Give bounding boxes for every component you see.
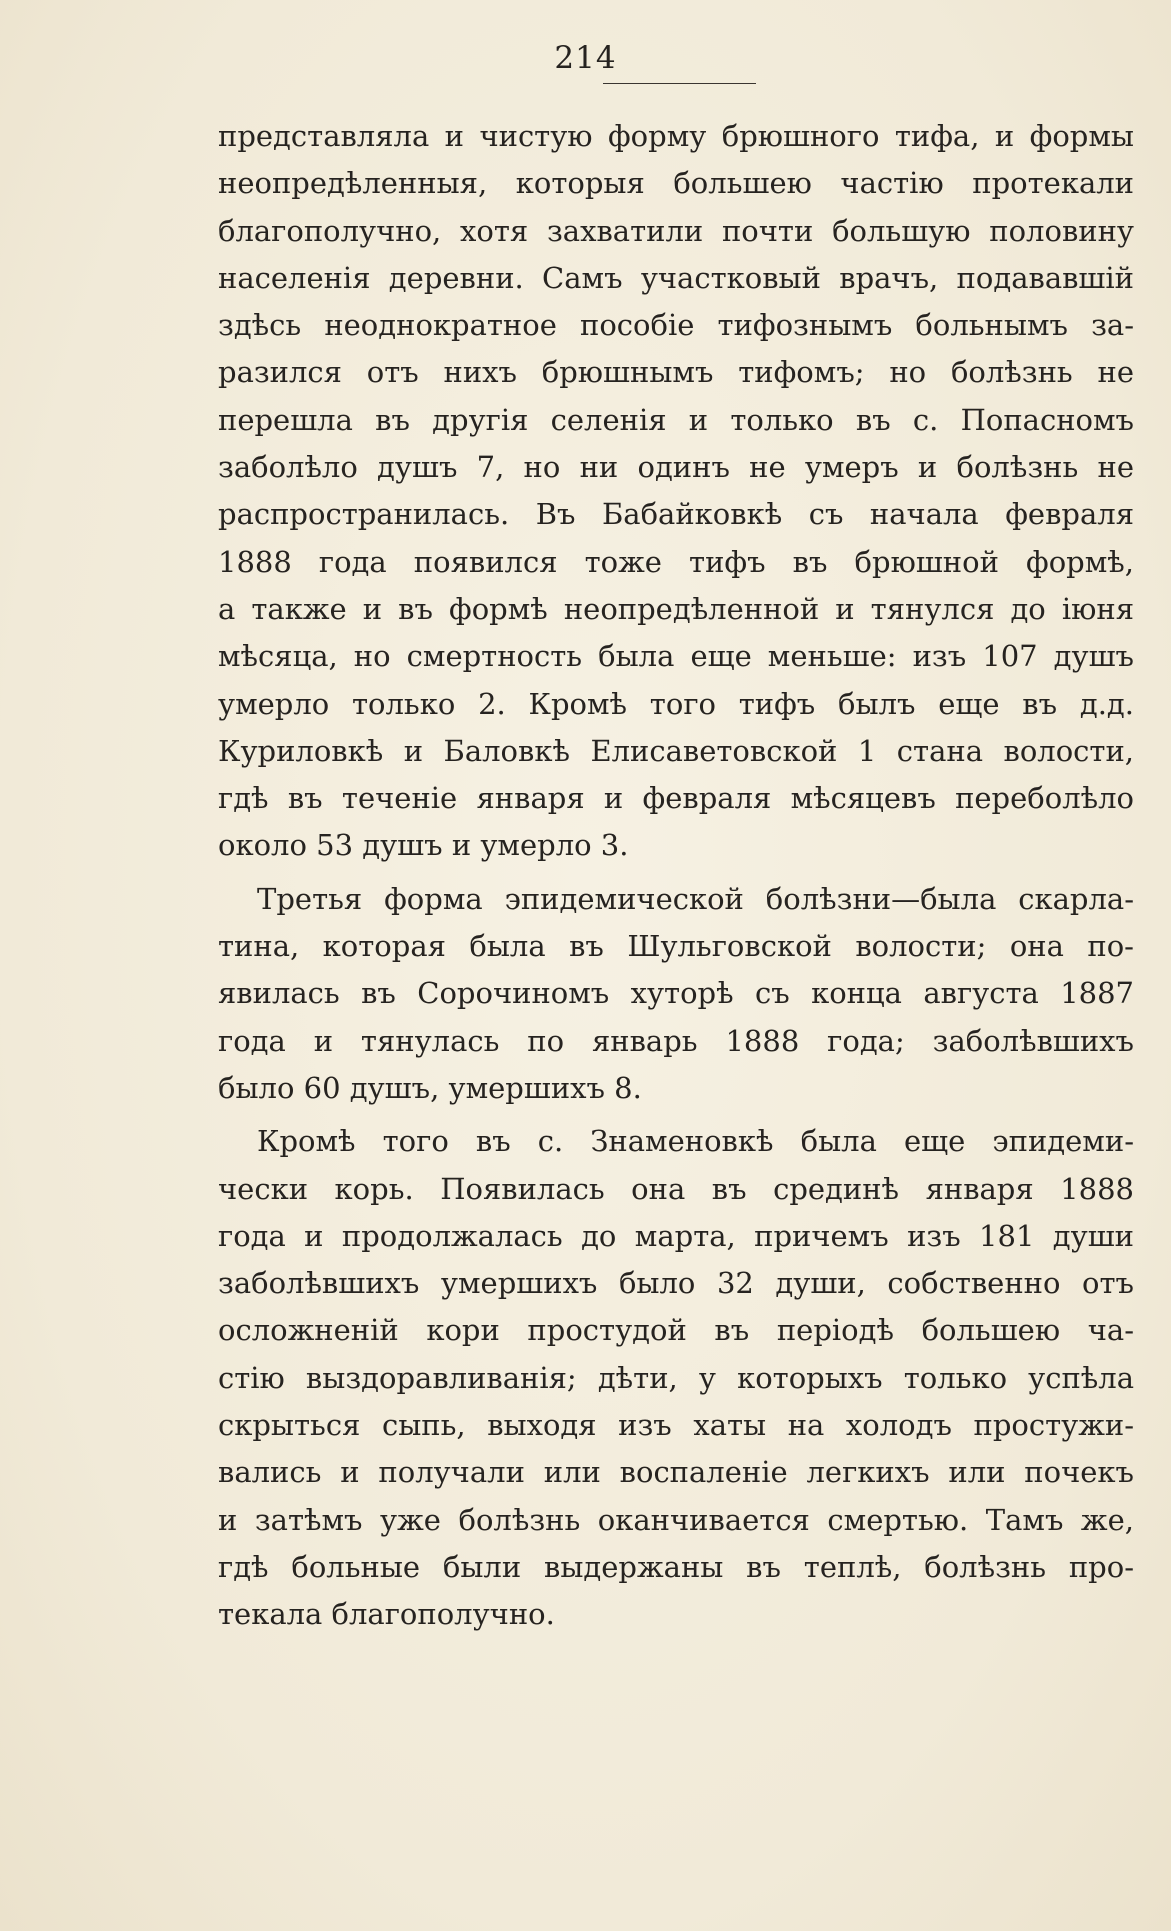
text-line: вались и получали или воспаленіе легкихъ или почекъ: [218, 1455, 1134, 1490]
text-line: и затѣмъ уже болѣзнь оканчивается смертью. Тамъ же,: [218, 1502, 1134, 1537]
paragraph-1: [218, 113, 1134, 870]
text-line: разился отъ нихъ брюшнымъ тифомъ; но болѣзнь не: [218, 355, 1134, 390]
paragraph-2: [218, 876, 1134, 1112]
text-line: года и тянулась по январь 1888 года; заболѣвшихъ: [218, 1023, 1134, 1058]
text-line: представляла и чистую форму брюшного тифа, и формы: [218, 119, 1134, 153]
text-line: года и продолжалась до марта, причемъ изъ 181 души: [218, 1218, 1134, 1253]
text-line: гдѣ больные были выдержаны въ теплѣ, болѣзнь про-: [218, 1549, 1134, 1584]
text-line: тина, которая была въ Шульговской волости; она по-: [218, 929, 1134, 964]
text-line: Третья форма эпидемической болѣзни—была скарла-: [257, 881, 1134, 916]
text-line: Кромѣ того въ с. Знаменовкѣ была еще эпидеми-: [257, 1124, 1134, 1159]
page-number: 214: [554, 40, 617, 76]
text-line: текала благополучно.: [218, 1597, 555, 1632]
text-line: распространилась. Въ Бабайковкѣ съ начала февраля: [218, 497, 1134, 532]
header-rule: [603, 83, 756, 84]
text-line: умерло только 2. Кромѣ того тифъ былъ еще въ д.д.: [218, 686, 1134, 721]
text-line: явилась въ Сорочиномъ хуторѣ съ конца августа 1887: [218, 976, 1134, 1011]
text-line: около 53 душъ и умерло 3.: [218, 828, 629, 863]
text-line: перешла въ другія селенія и только въ с. Попасномъ: [218, 402, 1134, 437]
text-line: стію выздоравливанія; дѣти, у которыхъ только успѣла: [218, 1360, 1134, 1395]
text-line: 1888 года появился тоже тифъ въ брюшной формѣ,: [218, 544, 1134, 579]
text-line: чески корь. Появилась она въ срединѣ января 1888: [218, 1171, 1134, 1206]
text-line: благополучно, хотя захватили почти большую половину: [218, 213, 1134, 248]
text-line: осложненій кори простудой въ періодѣ большею ча-: [218, 1313, 1134, 1348]
text-line: здѣсь неоднократное пособіе тифознымъ больнымъ за-: [218, 308, 1134, 343]
text-line: заболѣло душъ 7, но ни одинъ не умеръ и болѣзнь не: [218, 450, 1134, 485]
text-line: мѣсяца, но смертность была еще меньше: изъ 107 душъ: [218, 639, 1134, 674]
paragraph-3: [218, 1118, 1134, 1638]
text-line: а также и въ формѣ неопредѣленной и тянулся до іюня: [218, 591, 1134, 626]
text-line: было 60 душъ, умершихъ 8.: [218, 1070, 642, 1105]
text-line: заболѣвшихъ умершихъ было 32 души, собственно отъ: [218, 1266, 1134, 1301]
text-line: скрыться сыпь, выходя изъ хаты на холодъ простужи-: [218, 1408, 1134, 1443]
text-line: населенія деревни. Самъ участковый врачъ, подававшій: [218, 260, 1134, 295]
text-line: Куриловкѣ и Баловкѣ Елисаветовской 1 стана волости,: [218, 733, 1134, 768]
text-line: неопредѣленныя, которыя большею частію протекали: [218, 166, 1134, 201]
body-text: [218, 113, 1134, 1639]
text-line: гдѣ въ теченіе января и февраля мѣсяцевъ переболѣло: [218, 781, 1134, 816]
